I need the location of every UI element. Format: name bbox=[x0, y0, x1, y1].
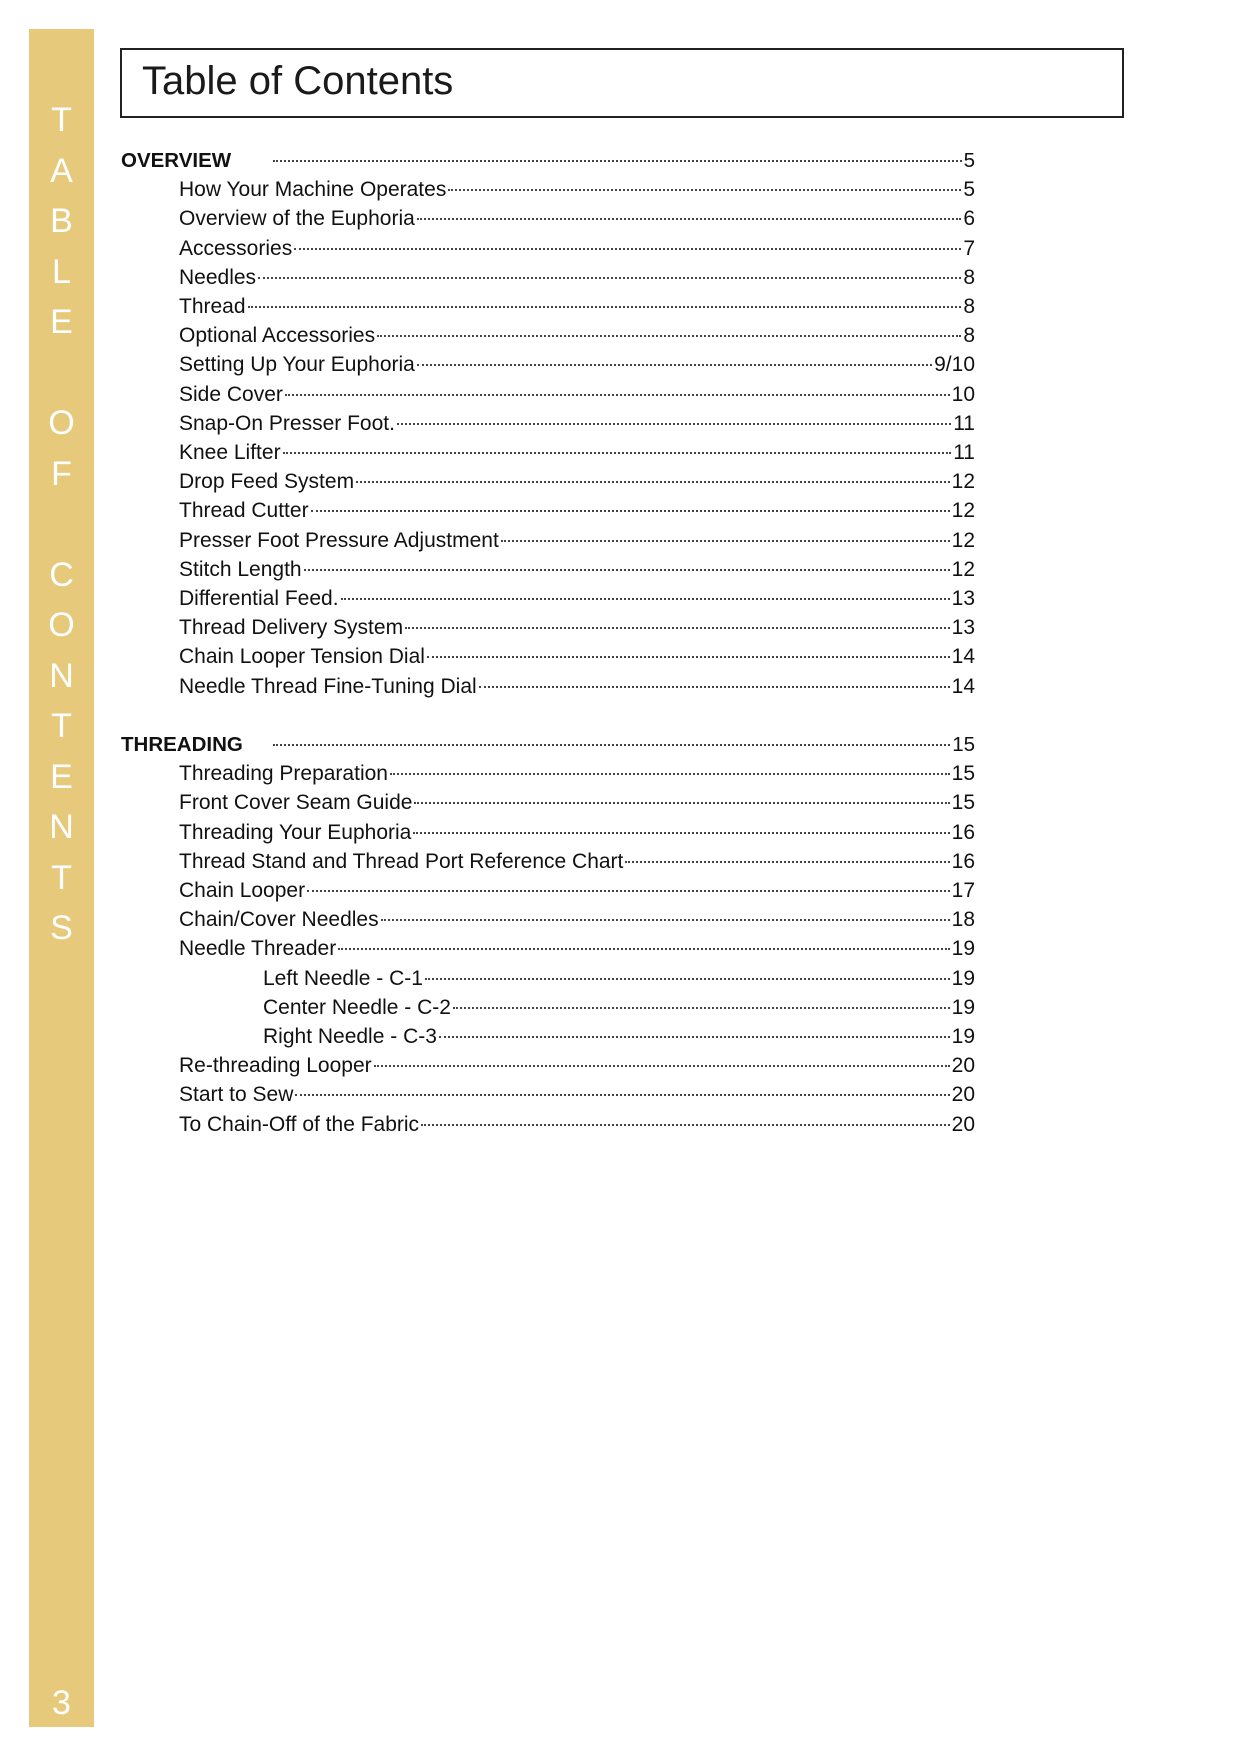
toc-page-number: 19 bbox=[951, 937, 975, 961]
toc-page-number: 9/10 bbox=[934, 353, 975, 377]
toc-page-number: 13 bbox=[951, 616, 975, 640]
toc-page-number: 12 bbox=[951, 528, 975, 552]
toc-section[interactable] bbox=[121, 146, 975, 175]
page-number: 3 bbox=[52, 1684, 71, 1722]
toc-section-title: OVERVIEW bbox=[121, 149, 232, 172]
side-tab-letters bbox=[29, 95, 94, 954]
leader-dots bbox=[397, 423, 951, 425]
leader-dots bbox=[295, 1094, 949, 1096]
toc-entry[interactable] bbox=[179, 788, 975, 817]
toc-entry-title: Presser Foot Pressure Adjustment bbox=[179, 528, 499, 552]
toc-page-number: 16 bbox=[951, 849, 975, 873]
toc-entry[interactable] bbox=[179, 234, 975, 263]
toc-entry-title: To Chain-Off of the Fabric bbox=[179, 1112, 420, 1136]
leader-dots bbox=[439, 1036, 950, 1038]
side-tab-letter: N bbox=[49, 656, 74, 695]
toc-entry[interactable] bbox=[179, 292, 975, 321]
toc-page-number: 19 bbox=[951, 995, 975, 1019]
leader-dots bbox=[341, 598, 950, 600]
leader-dots bbox=[479, 686, 950, 688]
toc-page-number: 14 bbox=[951, 674, 975, 698]
toc-entry[interactable] bbox=[179, 584, 975, 613]
leader-dots bbox=[311, 510, 950, 512]
toc-entry[interactable] bbox=[179, 204, 975, 233]
toc-page-number: 14 bbox=[951, 645, 975, 669]
toc-entry-title: Center Needle - C-2 bbox=[263, 995, 451, 1019]
toc-entry[interactable] bbox=[179, 613, 975, 642]
toc-entry[interactable] bbox=[179, 876, 975, 905]
toc-page-number: 13 bbox=[951, 587, 975, 610]
toc-page-number: 5 bbox=[963, 178, 975, 202]
toc-page-number: 15 bbox=[952, 733, 975, 756]
toc-entry-title: Start to Sew bbox=[179, 1083, 294, 1107]
toc-page-number: 6 bbox=[963, 207, 975, 231]
leader-dots bbox=[453, 1007, 950, 1009]
toc-entry[interactable] bbox=[179, 526, 975, 555]
toc-entry[interactable] bbox=[179, 409, 975, 438]
toc-entry[interactable] bbox=[179, 321, 975, 350]
side-tab-letter: L bbox=[52, 252, 71, 291]
side-tab-letter: T bbox=[51, 858, 72, 897]
leader-dots bbox=[427, 656, 950, 658]
side-tab-letter: S bbox=[50, 909, 73, 947]
toc-entry[interactable] bbox=[179, 672, 975, 701]
side-tab-letter: B bbox=[50, 202, 73, 240]
toc-entry-title: Needle Thread Fine-Tuning Dial bbox=[179, 674, 477, 698]
toc-entry-title: Differential Feed. bbox=[179, 587, 339, 610]
side-tab-letter: T bbox=[51, 707, 72, 745]
toc-page-number: 15 bbox=[951, 762, 975, 786]
leader-dots bbox=[273, 160, 962, 162]
leader-dots bbox=[381, 919, 950, 921]
leader-dots bbox=[417, 218, 962, 220]
toc-page-number: 12 bbox=[951, 470, 975, 494]
toc-page-number: 20 bbox=[951, 1112, 975, 1136]
toc-entry-title: Thread Stand and Thread Port Reference Chart bbox=[179, 849, 624, 873]
toc-entry[interactable] bbox=[179, 467, 975, 496]
toc-entry[interactable] bbox=[179, 380, 975, 409]
toc-section-title: THREADING bbox=[121, 733, 243, 756]
title-box bbox=[120, 48, 1124, 118]
toc-entry-title: Needle Threader bbox=[179, 937, 337, 961]
toc-entry-title: Re-threading Looper bbox=[179, 1054, 372, 1078]
toc-page-number: 19 bbox=[951, 966, 975, 990]
side-tab bbox=[29, 29, 94, 1727]
toc-entry[interactable] bbox=[179, 642, 975, 671]
toc-entry-title: Optional Accessories bbox=[179, 324, 376, 348]
toc-page-number: 11 bbox=[953, 411, 975, 435]
toc-entry-title: Side Cover bbox=[179, 382, 283, 406]
toc-page-number: 16 bbox=[951, 820, 975, 844]
toc-entry-title: Thread Cutter bbox=[179, 499, 309, 523]
toc-entry-title: Threading Preparation bbox=[179, 762, 388, 786]
toc-entry-title: Overview of the Euphoria bbox=[179, 207, 415, 231]
toc-entry-title: Chain/Cover Needles bbox=[179, 908, 379, 932]
leader-dots bbox=[307, 890, 950, 892]
leader-dots bbox=[625, 861, 949, 863]
toc-entry-title: Accessories bbox=[179, 236, 293, 260]
toc-page-number: 20 bbox=[951, 1054, 975, 1078]
toc-entry[interactable] bbox=[179, 496, 975, 525]
toc-entry[interactable] bbox=[179, 759, 975, 788]
side-tab-letter: O bbox=[48, 606, 75, 644]
toc-page-number: 11 bbox=[953, 441, 975, 464]
toc-page-number: 7 bbox=[963, 236, 975, 260]
toc-entry-title: Left Needle - C-1 bbox=[263, 966, 423, 990]
toc-entry-title: Needles bbox=[179, 265, 257, 289]
toc-entry-title: Thread bbox=[179, 295, 246, 318]
leader-dots bbox=[283, 452, 952, 454]
leader-dots bbox=[414, 802, 949, 804]
toc-entry-title: Snap-On Presser Foot. bbox=[179, 411, 395, 435]
toc-entry-title: Right Needle - C-3 bbox=[263, 1025, 437, 1048]
leader-dots bbox=[304, 569, 950, 571]
toc-page-number: 18 bbox=[951, 908, 975, 932]
leader-dots bbox=[356, 481, 950, 483]
side-tab-letter: N bbox=[49, 808, 74, 846]
leader-dots bbox=[413, 832, 949, 834]
leader-dots bbox=[377, 335, 961, 337]
leader-dots bbox=[258, 277, 961, 279]
toc-entry-title: How Your Machine Operates bbox=[179, 178, 447, 202]
leader-dots bbox=[390, 773, 950, 775]
toc-page-number: 20 bbox=[951, 1083, 975, 1107]
toc-page-number: 8 bbox=[963, 295, 975, 318]
toc-page-number: 12 bbox=[951, 557, 975, 581]
side-tab-letter: A bbox=[50, 151, 73, 190]
leader-dots bbox=[421, 1124, 950, 1126]
toc-section[interactable] bbox=[121, 730, 975, 759]
toc-page-number: 19 bbox=[951, 1025, 975, 1048]
toc-entry-title: Threading Your Euphoria bbox=[179, 820, 412, 844]
toc-page-number: 8 bbox=[963, 324, 975, 348]
toc-entry-title: Setting Up Your Euphoria bbox=[179, 353, 415, 377]
leader-dots bbox=[273, 744, 950, 746]
toc-entry[interactable] bbox=[263, 964, 975, 993]
leader-dots bbox=[417, 364, 932, 366]
leader-dots bbox=[425, 978, 950, 980]
toc-entry[interactable] bbox=[179, 818, 975, 847]
page-title: Table of Contents bbox=[142, 59, 454, 103]
side-tab-letter: F bbox=[51, 454, 72, 493]
toc-entry[interactable] bbox=[179, 555, 975, 584]
toc-entry[interactable] bbox=[179, 175, 975, 204]
toc-entry-title: Drop Feed System bbox=[179, 470, 355, 494]
toc-entry-title: Stitch Length bbox=[179, 557, 302, 581]
toc-entry[interactable] bbox=[179, 934, 975, 963]
leader-dots bbox=[294, 248, 961, 250]
toc-entry[interactable] bbox=[179, 847, 975, 876]
toc-entry[interactable] bbox=[263, 993, 975, 1022]
toc-entry-title: Thread Delivery System bbox=[179, 616, 404, 640]
toc-entry-title: Front Cover Seam Guide bbox=[179, 791, 413, 815]
leader-dots bbox=[248, 306, 962, 308]
leader-dots bbox=[374, 1065, 950, 1067]
leader-dots bbox=[448, 189, 961, 191]
toc-entry[interactable] bbox=[179, 1051, 975, 1080]
side-tab-letter: E bbox=[50, 303, 73, 341]
side-tab-letter: T bbox=[51, 101, 72, 139]
toc-entry-title: Chain Looper bbox=[179, 879, 306, 902]
toc-entry[interactable] bbox=[179, 905, 975, 934]
toc-page-number: 15 bbox=[951, 791, 975, 815]
toc-entry[interactable] bbox=[179, 1080, 975, 1109]
toc-page-number: 10 bbox=[951, 382, 975, 406]
toc-entry[interactable] bbox=[179, 350, 975, 379]
toc-page-number: 17 bbox=[951, 879, 975, 902]
side-tab-letter: C bbox=[49, 555, 74, 594]
side-tab-letter: E bbox=[50, 757, 73, 796]
toc-entry[interactable] bbox=[179, 438, 975, 467]
toc-entry[interactable] bbox=[263, 1022, 975, 1051]
toc-page-number: 5 bbox=[963, 149, 975, 172]
toc-page-number: 8 bbox=[963, 265, 975, 289]
leader-dots bbox=[338, 948, 949, 950]
leader-dots bbox=[501, 540, 950, 542]
leader-dots bbox=[285, 394, 950, 396]
toc-entry-title: Knee Lifter bbox=[179, 441, 281, 464]
toc-entry-title: Chain Looper Tension Dial bbox=[179, 645, 425, 669]
side-tab-letter: O bbox=[48, 404, 75, 442]
toc-entry[interactable] bbox=[179, 1110, 975, 1139]
toc-page-number: 12 bbox=[951, 499, 975, 523]
leader-dots bbox=[405, 627, 950, 629]
toc-entry[interactable] bbox=[179, 263, 975, 292]
